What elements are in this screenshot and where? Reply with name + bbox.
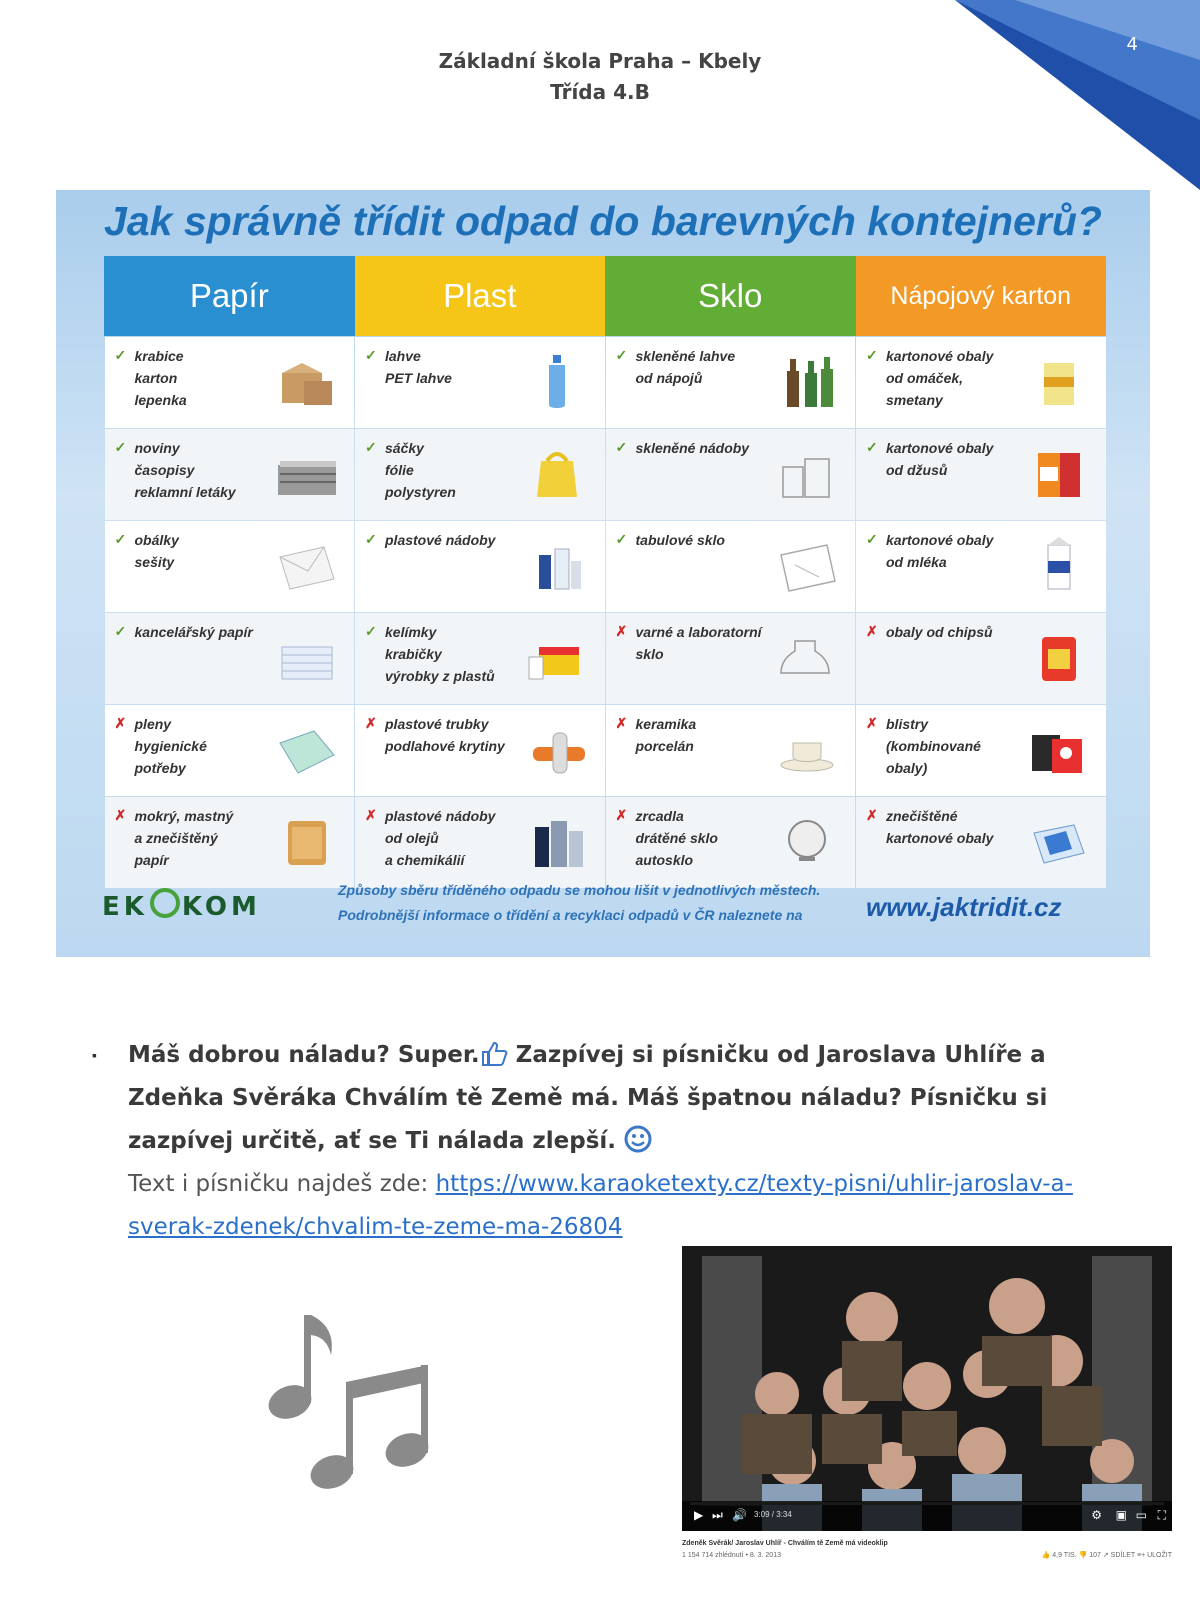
class-name: Třída 4.B [550,80,650,104]
cell-text: plastové nádoby od olejů a chemikálií [385,807,496,868]
cross-icon: ✗ [866,806,878,823]
play-icon[interactable]: ▶ [694,1508,704,1522]
dirty-carton-icon [1026,811,1092,873]
check-icon: ✓ [365,530,377,547]
video-actions[interactable]: 👍 4,9 TIS. 👎 107 ↗ SDÍLET ≡+ ULOŽIT [1041,1552,1172,1559]
grid-cell [355,521,605,612]
grid-row [104,704,1106,796]
grid-cell [105,521,355,612]
milk-carton-icon [1026,535,1092,597]
plastic-containers-icon [525,535,591,597]
glass-jars-icon [775,443,841,505]
fullscreen-icon[interactable]: ⛶ [1157,1508,1166,1522]
cross-icon: ✗ [114,714,127,731]
recycle-arrow-icon [150,888,180,918]
check-icon: ✓ [615,438,628,455]
column-header-plast: Plast [355,256,606,336]
grid-cell [606,613,856,704]
grid-cell [355,613,605,704]
cell-text: kartonové obaly od mléka [886,531,994,570]
column-header-papir: Papír [104,256,355,336]
cross-icon: ✗ [114,806,127,823]
cup-saucer-icon [775,719,841,781]
grid-rows [104,336,1106,888]
mirror-icon [775,811,841,873]
column-header-napojovy-karton: Nápojový karton [856,256,1107,336]
grid-cell [856,429,1106,520]
cross-icon: ✗ [866,622,878,639]
cell-text: obaly od chipsů [886,623,993,640]
check-icon: ✓ [866,346,878,363]
grid-cell [355,797,605,888]
envelope-icon [274,535,340,597]
list-bullet: ▪ [92,1047,97,1063]
column-header-sklo: Sklo [605,256,856,336]
cell-text: kartonové obaly od džusů [886,439,994,478]
cell-text: zrcadla drátěné sklo autosklo [635,807,718,868]
page-number: 4 [1126,34,1138,55]
cross-icon: ✗ [615,806,628,823]
grid-cell [105,613,355,704]
check-icon: ✓ [114,438,127,455]
grid-row [104,428,1106,520]
cross-icon: ✗ [365,806,377,823]
cell-text: kelímky krabičky výrobky z plastů [385,623,495,684]
check-icon: ✓ [365,438,377,455]
juice-carton-icon [1026,443,1092,505]
video-views: 1 154 714 zhlédnutí • 8. 3. 2013 [682,1552,781,1559]
check-icon: ✓ [615,530,628,547]
theater-icon[interactable]: ▭ [1135,1508,1147,1522]
glass-bottles-icon [775,351,841,413]
video-meta [682,1538,1172,1562]
cross-icon: ✗ [615,622,628,639]
cell-text: keramika porcelán [635,715,697,754]
music-notes-icon [262,1310,432,1490]
grid-cell [355,429,605,520]
cell-text: pleny hygienické potřeby [134,715,207,776]
grid-cell [606,521,856,612]
grid-cell [606,337,856,428]
cell-text: kancelářský papír [134,623,253,640]
cell-text: skleněné lahve od nápojů [635,347,736,386]
check-icon: ✓ [365,622,377,639]
link-paragraph: Text i písničku najdeš zde: https://www.karaoketexty.cz/texty-pisni/uhlir-jaroslav-a-sverak-zdenek/chvalim-te-zeme-ma-26804 [128,1171,1073,1240]
song-link[interactable]: https://www.karaoketexty.cz/texty-pisni/uhlir-jaroslav-a-sverak-zdenek/chvalim-te-zeme-ma-26804 [128,1171,1073,1240]
video-player[interactable] [682,1246,1172,1531]
grid-cell [105,337,355,428]
newspaper-stack-icon [274,443,340,505]
grid-row [104,520,1106,612]
plastic-cup-icon [525,627,591,689]
grid-cell [105,797,355,888]
chips-bag-icon [1026,627,1092,689]
grid-cell [355,705,605,796]
sorting-grid [104,256,1106,888]
smiley-icon [624,1125,652,1153]
cell-text: noviny časopisy reklamní letáky [134,439,236,500]
cell-text: skleněné nádoby [635,439,750,456]
miniplayer-icon[interactable]: ▣ [1115,1508,1127,1522]
video-time: 3:09 / 3:34 [754,1510,792,1519]
cell-text: krabice karton lepenka [134,347,187,408]
grid-row [104,336,1106,428]
grid-cell [606,705,856,796]
window-glass-icon [775,535,841,597]
grid-header [104,256,1106,336]
school-header [0,46,1200,108]
cell-text: lahve PET lahve [385,347,452,386]
check-icon: ✓ [365,346,377,363]
thumbs-up-icon [480,1041,508,1067]
video-title: Zdeněk Svěrák/ Jaroslav Uhlíř - Chválím tě Země má videoklip [682,1540,888,1547]
check-icon: ✓ [866,438,878,455]
cardboard-box-icon [274,351,340,413]
grid-cell [105,429,355,520]
song-paragraph: Máš dobrou náladu? Super. Zazpívej si písničku od Jaroslava Uhlíře a Zdeňka Svěráka Chválím tě Země má. Máš špatnou náladu? Písničku si zazpívej určitě, ať se Ti nálada zlepší. [128,1042,1048,1154]
video-frame [682,1246,1172,1531]
poster-url: www.jaktridit.cz [866,892,1062,922]
cell-text: varné a laboratorní sklo [635,623,762,662]
cell-text: plastové nádoby [385,531,496,548]
recycling-poster [56,190,1150,957]
settings-icon[interactable]: ⚙ [1091,1508,1102,1522]
sauce-carton-icon [1026,351,1092,413]
chemical-bottles-icon [525,811,591,873]
cell-text: mokrý, mastný a znečištěný papír [134,807,234,868]
poster-note: Způsoby sběru tříděného odpadu se mohou lišit v jednotlivých městech. Podrobnější informace o třídění a recyklaci odpadů v ČR naleznete na [338,882,821,923]
greasy-paper-icon [274,811,340,873]
check-icon: ✓ [114,622,127,639]
video-controls [682,1501,1172,1531]
grid-cell [856,521,1106,612]
office-paper-icon [274,627,340,689]
grid-cell [355,337,605,428]
next-icon[interactable]: ⏭ [712,1508,723,1522]
grid-row [104,796,1106,888]
cell-text: znečištěné kartonové obaly [886,807,994,846]
check-icon: ✓ [615,346,628,363]
cross-icon: ✗ [866,714,878,731]
cell-text: blistry (kombinované obaly) [886,715,981,776]
grid-cell [606,429,856,520]
grid-cell [105,705,355,796]
cell-text: obálky sešity [134,531,179,570]
check-icon: ✓ [866,530,878,547]
pet-bottle-icon [525,351,591,413]
grid-cell [856,337,1106,428]
cell-text: tabulové sklo [635,531,725,548]
cell-text: kartonové obaly od omáček, smetany [886,347,994,408]
pipes-icon [525,719,591,781]
check-icon: ✓ [114,530,127,547]
lab-glass-icon [775,627,841,689]
plastic-bag-icon [525,443,591,505]
volume-icon[interactable]: 🔊 [732,1508,747,1522]
grid-cell [856,613,1106,704]
blister-pack-icon [1026,719,1092,781]
grid-row [104,612,1106,704]
ekokom-logo: EK KOM [102,888,261,922]
school-name: Základní škola Praha – Kbely [438,49,762,73]
diaper-icon [274,719,340,781]
grid-cell [856,797,1106,888]
grid-cell [606,797,856,888]
cell-text: plastové trubky podlahové krytiny [385,715,505,754]
cell-text: sáčky fólie polystyren [385,439,456,500]
grid-cell [856,705,1106,796]
cross-icon: ✗ [615,714,628,731]
check-icon: ✓ [114,346,127,363]
cross-icon: ✗ [365,714,377,731]
poster-title: Jak správně třídit odpad do barevných kontejnerů? [104,198,1102,244]
